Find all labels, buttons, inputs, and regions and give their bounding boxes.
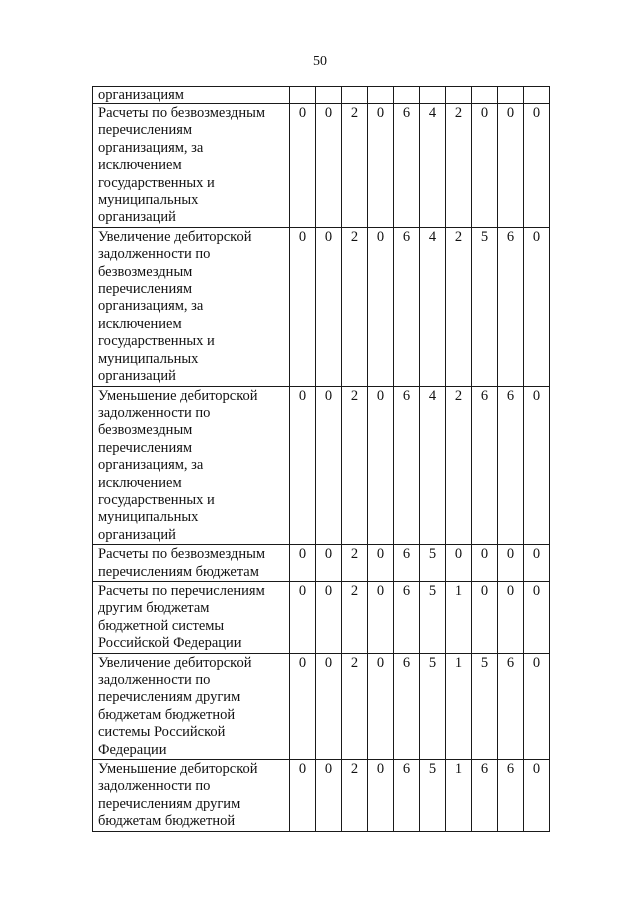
row-name-line: муниципальных (98, 509, 199, 526)
table-row (93, 386, 550, 545)
row-name-line: системы Российской (98, 724, 226, 741)
row-name-line: Российской Федерации (98, 635, 242, 652)
code-digit-cell: 0 (524, 227, 550, 386)
code-digit-cell: 0 (446, 545, 472, 582)
row-name-line: исключением (98, 157, 182, 174)
code-digit-cell: 5 (420, 653, 446, 759)
code-digit-cell: 0 (368, 104, 394, 228)
code-digit-cell: 0 (368, 545, 394, 582)
code-digit-cell: 2 (342, 653, 368, 759)
code-digit-cell: 0 (290, 581, 316, 653)
code-digit-cell: 0 (316, 104, 342, 228)
code-digit-cell: 6 (498, 760, 524, 832)
row-name-line: бюджетам бюджетной (98, 706, 236, 723)
code-digit-cell: 0 (498, 104, 524, 228)
code-digit-cell: 0 (316, 581, 342, 653)
code-cell (342, 87, 368, 104)
code-digit-cell: 0 (316, 545, 342, 582)
code-cell (368, 87, 394, 104)
code-digit-cell: 0 (290, 104, 316, 228)
code-digit-cell: 1 (446, 653, 472, 759)
table-row-continuation (93, 87, 550, 104)
table-row (93, 760, 550, 832)
row-name-line: государственных и (98, 174, 215, 191)
code-digit-cell: 5 (420, 581, 446, 653)
row-name-line: перечислениям бюджетам (98, 563, 259, 580)
row-name-line: Уменьшение дебиторской (98, 761, 258, 778)
code-digit-cell: 2 (342, 545, 368, 582)
code-cell (420, 87, 446, 104)
table-row (93, 545, 550, 582)
code-digit-cell: 0 (368, 386, 394, 545)
code-digit-cell: 0 (524, 386, 550, 545)
row-name-line: задолженности по (98, 246, 211, 263)
row-name-line: перечислениям (98, 122, 193, 139)
code-digit-cell: 0 (290, 653, 316, 759)
code-digit-cell: 5 (420, 760, 446, 832)
code-digit-cell: 6 (394, 581, 420, 653)
code-cell (446, 87, 472, 104)
code-digit-cell: 0 (472, 581, 498, 653)
code-digit-cell: 6 (498, 227, 524, 386)
row-name-line: исключением (98, 474, 182, 491)
code-digit-cell: 0 (368, 760, 394, 832)
row-name-cell (93, 545, 290, 582)
row-name-line: Расчеты по перечислениям (98, 582, 265, 599)
code-digit-cell: 2 (446, 386, 472, 545)
code-digit-cell: 0 (498, 581, 524, 653)
row-name-line: перечислениям (98, 281, 193, 298)
code-digit-cell: 0 (524, 653, 550, 759)
row-name-line: Расчеты по безвозмездным (98, 546, 266, 563)
code-digit-cell: 0 (316, 386, 342, 545)
code-digit-cell: 0 (498, 545, 524, 582)
row-name-line: государственных и (98, 491, 215, 508)
code-digit-cell: 4 (420, 227, 446, 386)
row-name-line: Федерации (98, 741, 167, 758)
row-name-line: Расчеты по безвозмездным (98, 105, 266, 121)
code-digit-cell: 1 (446, 760, 472, 832)
row-name-line: перечислениям (98, 439, 193, 456)
code-digit-cell: 5 (472, 227, 498, 386)
row-name-line: исключением (98, 315, 182, 332)
code-digit-cell: 5 (420, 545, 446, 582)
row-name-line: задолженности по (98, 672, 211, 688)
row-name-cell: организациям (93, 87, 290, 104)
row-name-line: муниципальных (98, 192, 199, 209)
row-name-line: организаций (98, 368, 176, 385)
code-digit-cell: 0 (316, 227, 342, 386)
code-digit-cell: 2 (342, 104, 368, 228)
row-name-cell (93, 227, 290, 386)
code-digit-cell: 0 (524, 581, 550, 653)
row-name-line: бюджетам бюджетной (98, 813, 236, 830)
code-digit-cell: 5 (472, 653, 498, 759)
row-name-cell (93, 386, 290, 545)
row-name-line: задолженности по (98, 778, 211, 795)
code-digit-cell: 0 (290, 227, 316, 386)
code-cell (394, 87, 420, 104)
row-name-cell (93, 653, 290, 759)
code-cell (498, 87, 524, 104)
code-digit-cell: 0 (368, 581, 394, 653)
table-row (93, 227, 550, 386)
account-codes-table (92, 86, 550, 832)
row-name-line: Увеличение дебиторской (98, 654, 252, 671)
code-digit-cell: 0 (524, 104, 550, 228)
code-digit-cell: 1 (446, 581, 472, 653)
code-digit-cell: 0 (316, 760, 342, 832)
code-cell (290, 87, 316, 104)
code-digit-cell: 0 (524, 760, 550, 832)
row-name-line: задолженности по (98, 404, 211, 421)
code-digit-cell: 2 (342, 386, 368, 545)
row-name-line: безвозмездным (98, 263, 193, 280)
code-digit-cell: 6 (394, 653, 420, 759)
row-name-line: Увеличение дебиторской (98, 228, 252, 245)
row-name-line: муниципальных (98, 350, 199, 367)
row-name-line: другим бюджетам (98, 600, 210, 617)
code-digit-cell: 6 (394, 545, 420, 582)
code-cell (524, 87, 550, 104)
code-digit-cell: 6 (472, 386, 498, 545)
row-name-line: перечислениям другим (98, 795, 241, 812)
code-digit-cell: 4 (420, 386, 446, 545)
row-name-line: организациям, за (98, 298, 204, 315)
code-digit-cell: 2 (446, 104, 472, 228)
row-name-line: организациям, за (98, 139, 204, 156)
code-digit-cell: 2 (446, 227, 472, 386)
code-digit-cell: 0 (472, 104, 498, 228)
code-cell (472, 87, 498, 104)
row-name-cell (93, 104, 290, 228)
code-digit-cell: 0 (368, 653, 394, 759)
code-digit-cell: 0 (290, 386, 316, 545)
row-name-line: организациям, за (98, 457, 204, 474)
table-row (93, 581, 550, 653)
row-name-line: Уменьшение дебиторской (98, 387, 258, 404)
code-digit-cell: 6 (394, 386, 420, 545)
code-digit-cell: 6 (394, 227, 420, 386)
code-digit-cell: 2 (342, 581, 368, 653)
row-name-line: организаций (98, 209, 176, 226)
table-row (93, 104, 550, 228)
code-digit-cell: 2 (342, 760, 368, 832)
code-digit-cell: 0 (316, 653, 342, 759)
code-digit-cell: 0 (524, 545, 550, 582)
code-digit-cell: 6 (472, 760, 498, 832)
code-cell (316, 87, 342, 104)
row-name-line: государственных и (98, 333, 215, 350)
page-number: 50 (313, 54, 327, 69)
code-digit-cell: 4 (420, 104, 446, 228)
row-name-cell (93, 581, 290, 653)
code-digit-cell: 0 (290, 545, 316, 582)
row-name-line: перечислениям другим (98, 689, 241, 706)
row-name-line: безвозмездным (98, 422, 193, 439)
code-digit-cell: 0 (368, 227, 394, 386)
row-name-line: бюджетной системы (98, 617, 225, 634)
code-digit-cell: 6 (498, 386, 524, 545)
code-digit-cell: 6 (394, 760, 420, 832)
row-name-cell (93, 760, 290, 832)
code-digit-cell: 2 (342, 227, 368, 386)
table-row (93, 653, 550, 759)
row-name-line: организаций (98, 526, 176, 543)
code-digit-cell: 6 (498, 653, 524, 759)
code-digit-cell: 6 (394, 104, 420, 228)
code-digit-cell: 0 (290, 760, 316, 832)
code-digit-cell: 0 (472, 545, 498, 582)
table-body (93, 87, 550, 832)
